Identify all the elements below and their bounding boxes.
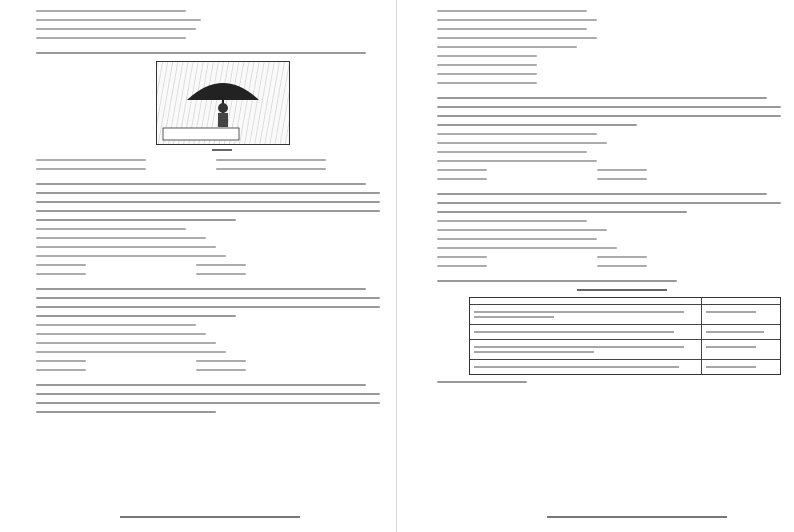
umbrella-icon [157,62,289,144]
question-18 [36,52,383,177]
table-header-row [470,298,780,305]
page-footer-right [547,516,727,518]
table-title [577,289,667,291]
exam-page-right [397,0,794,532]
table-header-cell [470,298,702,304]
question-20 [36,288,383,378]
question-21-continued [437,10,784,84]
table-row [470,305,780,325]
question-23 [437,193,784,274]
question-21 [36,384,383,413]
figure-label [212,149,232,151]
question-22 [437,97,784,187]
table-row [470,325,780,340]
page-footer-left [120,516,300,518]
umbrella-cartoon [156,61,290,145]
question-24 [437,280,784,383]
question-19 [36,183,383,282]
table [469,297,781,375]
table-row [470,360,780,374]
question-17-options [36,10,383,39]
table-header-cell [702,298,780,304]
table-row [470,340,780,360]
